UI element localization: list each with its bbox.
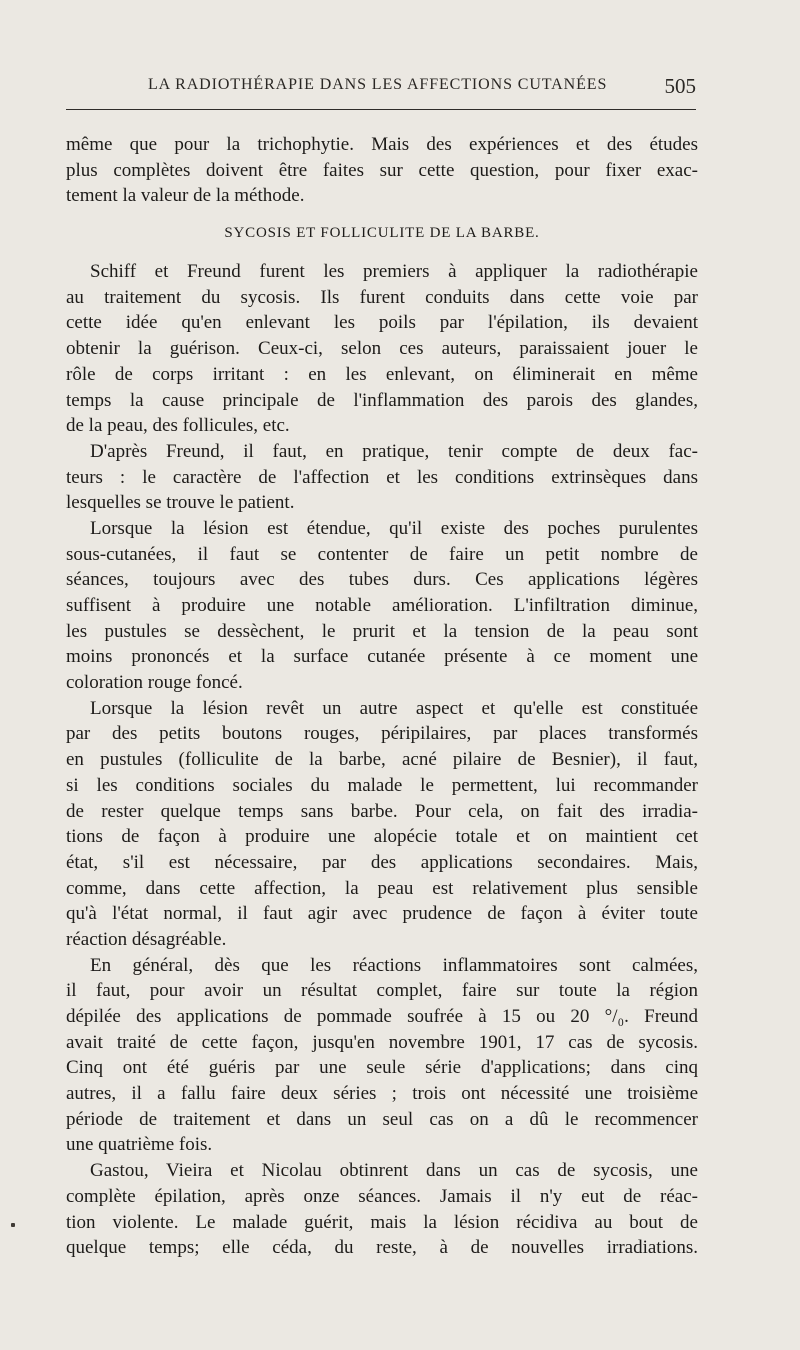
text-line: Schiff et Freund furent les premiers à appliquer la radiothérapie [90,261,698,283]
text-line: une quatrième fois. [66,1134,213,1156]
text-line: qu'à l'état normal, il faut agir avec prudence de façon à éviter toute [66,903,698,925]
text-line: en pustules (folliculite de la barbe, acné pilaire de Besnier), il faut, [66,749,698,771]
text-line: même que pour la trichophytie. Mais des expériences et des études [66,134,698,155]
running-title: LA RADIOTHÉRAPIE DANS LES AFFECTIONS CUTANÉES [148,76,608,93]
text-line: comme, dans cette affection, la peau est relativement plus sensible [66,877,698,899]
text-line: moins prononcés et la surface cutanée présente à ce moment une [66,646,698,668]
text-line: état, s'il est nécessaire, par des applications secondaires. Mais, [66,851,698,873]
text-line: de la peau, des follicules, etc. [66,415,290,437]
page-header [66,76,696,100]
text-line: autres, il a fallu faire deux séries ; trois ont nécessité une troisième [66,1083,698,1105]
text-line: réaction désagréable. [66,928,227,950]
text-line: dépilée des applications de pommade soufrée à 15 ou 20 °/₀. Freund [66,1006,698,1027]
text-line: tions de façon à produire une alopécie totale et on maintient cet [66,826,698,848]
text-line: période de traitement et dans un seul cas on a dû le recommencer [66,1108,698,1130]
header-rule [66,109,696,110]
text-line: sous-cutanées, il faut se contenter de faire un petit nombre de [66,543,698,565]
text-line: temps la cause principale de l'inflammation des parois des glandes, [66,389,698,411]
text-line: les pustules se dessèchent, le prurit et la tension de la peau sont [66,620,698,642]
text-line: coloration rouge foncé. [66,672,243,694]
text-line: En général, dès que les réactions inflammatoires sont calmées, [90,954,698,976]
text-line: avait traité de cette façon, jusqu'en novembre 1901, 17 cas de sycosis. [66,1031,698,1053]
page-number: 505 [664,74,696,98]
text-line: par des petits boutons rouges, péripilaires, par places transformés [66,723,698,745]
text-line: Lorsque la lésion est étendue, qu'il existe des poches purulentes [90,517,698,539]
text-line: complète épilation, après onze séances. Jamais il n'y eut de réac- [66,1185,698,1207]
text-line: Gastou, Vieira et Nicolau obtinrent dans un cas de sycosis, une [90,1160,698,1182]
text-line: suffisent à produire une notable amélioration. L'infiltration diminue, [66,595,698,616]
margin-mark [11,1223,15,1227]
text-line: plus complètes doivent être faites sur cette question, pour fixer exac- [66,159,698,181]
page-body [66,132,698,1261]
text-line: D'après Freund, il faut, en pratique, tenir compte de deux fac- [90,440,698,462]
text-line: cette idée qu'en enlevant les poils par l'épilation, ils devaient [66,312,698,334]
text-line: tement la valeur de la méthode. [66,185,305,207]
text-line: obtenir la guérison. Ceux-ci, selon ces auteurs, paraissaient jouer le [66,338,698,360]
text-line: séances, toujours avec des tubes durs. Ces applications légères [66,569,698,591]
section-title: SYCOSIS ET FOLLICULITE DE LA BARBE. [224,225,540,242]
text-line: Lorsque la lésion revêt un autre aspect et qu'elle est constituée [90,697,698,719]
text-line: rôle de corps irritant : en les enlevant, on éliminerait en même [66,363,698,385]
text-line: si les conditions sociales du malade le permettent, lui recommander [66,774,698,796]
text-line: il faut, pour avoir un résultat complet, faire sur toute la région [66,980,698,1002]
text-line: Cinq ont été guéris par une seule série d'applications; dans cinq [66,1057,698,1079]
text-line: lesquelles se trouve le patient. [66,492,295,514]
text-line: teurs : le caractère de l'affection et les conditions extrinsèques dans [66,466,698,488]
text-line: quelque temps; elle céda, du reste, à de nouvelles irradiations. [66,1237,698,1259]
text-line: tion violente. Le malade guérit, mais la lésion récidiva au bout de [66,1211,698,1233]
text-line: de rester quelque temps sans barbe. Pour cela, on fait des irradia- [66,800,698,822]
text-line: au traitement du sycosis. Ils furent conduits dans cette voie par [66,286,698,308]
